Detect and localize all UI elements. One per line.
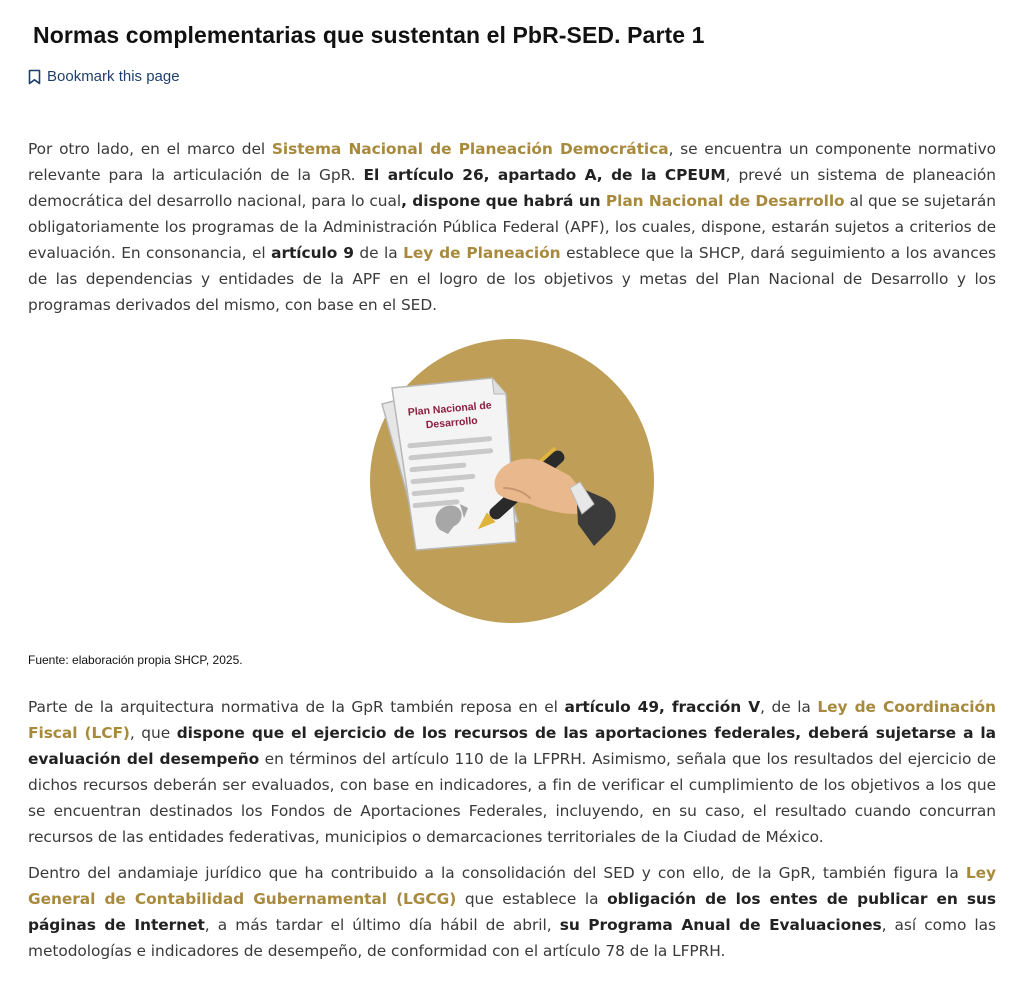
bold-text: artículo 49, fracción V xyxy=(564,698,761,716)
text: en términos del artículo 110 de la LFPRH. Asimismo, señala que los resultados del ejercicio de dichos recursos deberán ser evaluados, con base en indicadores, a fin de verificar el cumplimiento de los objetivos a los que se encuentran destinados los Fondos de Aportaciones Federales, incluyendo, en su caso, el resultado cuando concurran recursos de las entidades federativas, municipios o demarcaciones territoriales de la Ciudad de México. xyxy=(28,750,996,846)
bold-text: su Programa Anual de Evaluaciones xyxy=(559,916,882,934)
bookmark-button[interactable] xyxy=(28,68,180,85)
text: al que se sujetarán obligatoriamente los programas de la Administración Pública Federal (APF), los cuales, dispone, estarán sujetos a criterios de evaluación. En consonancia, el xyxy=(28,192,996,262)
text: , de la xyxy=(760,698,818,716)
link-ley-planeacion[interactable]: Ley de Planeación xyxy=(403,244,561,262)
text: de la xyxy=(353,244,404,262)
text: Parte de la arquitectura normativa de la GpR también reposa en el xyxy=(28,698,565,716)
document-title-line1: Plan Nacional de xyxy=(407,399,493,419)
paragraph-planeacion xyxy=(28,136,996,318)
page-title: Normas complementarias que sustentan el PbR-SED. Parte 1 xyxy=(33,22,705,48)
link-plan-nacional-desarrollo[interactable]: Plan Nacional de Desarrollo xyxy=(605,192,845,210)
text: establece que la SHCP, dará seguimiento a los avances de las dependencias y entidades de la APF en el logro de los objetivos y metas del Plan Nacional de Desarrollo y los programas derivados del mismo, con base en el SED. xyxy=(28,244,996,314)
paragraph-lgcg xyxy=(28,860,996,964)
link-sistema-nacional-planeacion[interactable]: Sistema Nacional de Planeación Democrática xyxy=(271,140,669,158)
text: Por otro lado, en el marco del xyxy=(28,140,272,158)
text: , prevé un sistema de planeación democrática del desarrollo nacional, para lo cual xyxy=(28,166,996,210)
paragraph-lcf xyxy=(28,694,996,850)
document-title-line2: Desarrollo xyxy=(425,414,479,432)
figure-caption: Fuente: elaboración propia SHCP, 2025. xyxy=(28,653,243,667)
text: , se encuentra un componente normativo relevante para la articulación de la GpR. xyxy=(28,140,996,184)
text: que establece la xyxy=(456,890,608,908)
bold-text: dispone que el ejercicio de los recursos de las aportaciones federales, deberá sujetarse a la evaluación del desempeño xyxy=(28,724,996,768)
bold-text: , dispone que habrá un xyxy=(401,192,606,210)
bold-text: artículo 9 xyxy=(271,244,354,262)
bold-text: obligación de los entes de publicar en sus páginas de Internet xyxy=(28,890,996,934)
link-ley-coordinacion-fiscal[interactable]: Ley de Coordinación Fiscal (LCF) xyxy=(28,698,996,742)
bookmark-icon xyxy=(28,69,41,85)
text: , así como las metodologías e indicadores de desempeño, de conformidad con el artículo 78 de la LFPRH. xyxy=(28,916,997,960)
text: , a más tardar el último día hábil de abril, xyxy=(204,916,560,934)
bold-text: El artículo 26, apartado A, de la CPEUM xyxy=(363,166,726,184)
bookmark-label: Bookmark this page xyxy=(47,68,180,85)
link-ley-general-contabilidad[interactable]: Ley General de Contabilidad Gubernamental (LGCG) xyxy=(28,864,996,908)
text: , que xyxy=(129,724,177,742)
text: Dentro del andamiaje jurídico que ha contribuido a la consolidación del SED y con ello, de la GpR, también figura la xyxy=(28,864,966,882)
plan-nacional-illustration xyxy=(364,338,660,628)
